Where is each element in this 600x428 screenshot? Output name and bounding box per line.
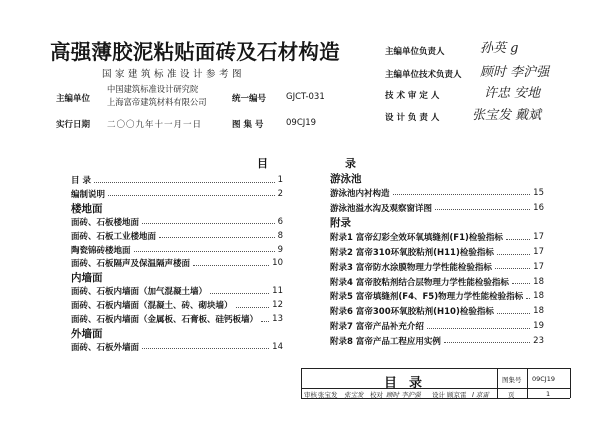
toc-item[interactable] xyxy=(71,174,283,186)
toc-item[interactable] xyxy=(71,313,283,325)
toc-leader-dots xyxy=(435,209,530,210)
toc-item-page: 6 xyxy=(277,216,283,227)
footer-review-name: 张宝发 xyxy=(318,391,338,399)
responsible-signature-2: 顾时 李沪强 xyxy=(480,65,550,80)
date-value: 二〇〇九年十一月一日 xyxy=(107,120,203,130)
toc-item-title: 面砖、石板楼地面 xyxy=(71,217,140,228)
toc-item-title: 游泳池内衬构造 xyxy=(330,188,390,199)
toc-leader-dots xyxy=(134,251,275,252)
unit-line-1: 中国建筑标准设计研究院 xyxy=(107,84,199,94)
footer-review-label: 审核 xyxy=(304,391,317,399)
toc-item[interactable] xyxy=(330,202,544,214)
toc-item-title: 附录5 富帝填缝剂(F4、F5)物理力学性能检验指标 xyxy=(330,292,524,303)
toc-item-page: 11 xyxy=(272,286,283,297)
toc-item-title: 编制说明 xyxy=(71,189,106,200)
toc-item-page: 10 xyxy=(272,258,283,269)
toc-item-title: 面砖、石板工业楼地面 xyxy=(71,231,157,242)
toc-leader-dots xyxy=(236,307,270,308)
responsible-label-1: 主编单位负责人 xyxy=(385,47,445,57)
toc-leader-dots xyxy=(142,223,275,224)
toc-item[interactable] xyxy=(330,261,544,273)
toc-item[interactable] xyxy=(71,341,283,353)
toc-leader-dots xyxy=(444,342,530,343)
toc-item[interactable] xyxy=(71,285,283,297)
footer-atlas-label: 图集号 xyxy=(502,376,522,384)
toc-leader-dots xyxy=(497,313,530,314)
toc-item-page: 18 xyxy=(533,276,544,287)
toc-item[interactable] xyxy=(330,335,544,347)
footer-title: 目录 xyxy=(384,376,435,391)
toc-item-page: 23 xyxy=(533,335,544,346)
footer-atlas-value: 09CJ19 xyxy=(532,375,555,383)
toc-item-page: 16 xyxy=(533,202,544,213)
toc-item-page: 9 xyxy=(277,244,283,255)
toc-leader-dots xyxy=(495,268,530,269)
toc-item-title: 陶瓷锦砖楼地面 xyxy=(71,245,131,256)
code-value: GJCT-031 xyxy=(286,92,325,102)
toc-leader-dots xyxy=(94,182,275,183)
footer-design-label: 设计 xyxy=(432,391,445,399)
toc-item[interactable] xyxy=(330,276,544,288)
toc-item[interactable] xyxy=(330,290,544,302)
toc-item[interactable] xyxy=(71,257,283,269)
toc-leader-dots xyxy=(512,283,530,284)
toc-leader-dots xyxy=(261,321,269,322)
unit-line-2: 上海富帝建筑材料有限公司 xyxy=(107,97,207,107)
toc-item-page: 12 xyxy=(272,300,283,311)
toc-section-heading: 内墙面 xyxy=(71,272,103,285)
toc-item-title: 附录2 富帝310环氧胶粘剂(H11)检验指标 xyxy=(330,248,494,258)
toc-item[interactable] xyxy=(71,216,283,228)
toc-item-title: 面砖、石板隔声及保温隔声楼面 xyxy=(71,259,191,270)
atlas-label: 图 集 号 xyxy=(232,120,264,130)
responsible-signature-3: 许忠 安地 xyxy=(484,86,541,101)
footer-divider-1 xyxy=(497,368,498,398)
toc-leader-dots xyxy=(393,194,531,195)
toc-item-title: 附录8 富帝产品工程应用实例 xyxy=(330,336,441,347)
code-label: 统一编号 xyxy=(232,94,267,104)
toc-item-page: 1 xyxy=(277,175,283,185)
toc-item-title: 附录6 富帝300环氧胶粘剂(H10)检验指标 xyxy=(330,307,494,318)
toc-item-title: 面砖、石板内墙面（加气混凝土墙） xyxy=(71,287,208,298)
footer-top-border xyxy=(301,368,570,369)
toc-item-page: 14 xyxy=(272,341,283,352)
toc-item-title: 附录4 富帝胶粘剂结合层物理力学性能检验指标 xyxy=(330,277,509,288)
toc-item[interactable] xyxy=(71,244,283,256)
toc-section-heading: 楼地面 xyxy=(71,202,103,215)
footer-left-border xyxy=(301,368,302,398)
toc-item-page: 17 xyxy=(533,232,544,243)
responsible-signature-4: 张宝发 戴斌 xyxy=(472,108,542,123)
toc-leader-dots xyxy=(193,265,269,266)
page-subtitle: 国家建筑标准设计参考图 xyxy=(102,69,246,80)
footer-mid-border xyxy=(301,388,570,389)
unit-label: 主编单位 xyxy=(56,94,91,104)
responsible-signature-1: 孙英 g xyxy=(480,41,519,56)
toc-item-title: 面砖、石板外墙面 xyxy=(71,342,140,353)
toc-leader-dots xyxy=(427,328,530,329)
toc-item-page: 18 xyxy=(533,306,544,317)
toc-item-title: 面砖、石板内墙面（混凝土、砖、砌块墙） xyxy=(71,301,233,312)
toc-item-title: 目 录 xyxy=(71,176,91,186)
responsible-label-2: 主编单位技术负责人 xyxy=(385,70,462,80)
toc-leader-dots xyxy=(142,348,269,349)
toc-item[interactable] xyxy=(71,188,283,200)
toc-item[interactable] xyxy=(330,320,544,332)
footer-right-border xyxy=(570,368,571,398)
toc-item[interactable] xyxy=(330,246,544,258)
toc-section-heading: 外墙面 xyxy=(71,327,103,340)
toc-item-page: 8 xyxy=(277,230,283,241)
responsible-label-4: 设 计 负 责 人 xyxy=(385,113,440,123)
toc-item-page: 13 xyxy=(272,314,283,324)
date-label: 实行日期 xyxy=(56,120,91,130)
footer-page-value: 1 xyxy=(546,390,551,398)
toc-item-page: 19 xyxy=(533,321,544,331)
toc-heading-right: 录 xyxy=(345,157,356,170)
footer-check-label: 校对 xyxy=(370,391,383,399)
toc-item[interactable] xyxy=(71,230,283,242)
footer-page-label: 页 xyxy=(508,391,515,399)
toc-item-page: 17 xyxy=(533,261,544,272)
toc-leader-dots xyxy=(210,293,269,294)
toc-item-page: 2 xyxy=(277,188,283,199)
toc-leader-dots xyxy=(108,195,275,196)
toc-heading-left: 目 xyxy=(257,157,268,170)
toc-item[interactable] xyxy=(330,187,544,199)
page-title: 高强薄胶泥粘贴面砖及石材构造 xyxy=(50,40,340,64)
footer-divider-2 xyxy=(527,368,528,398)
toc-leader-dots xyxy=(526,298,530,299)
toc-item-title: 附录7 富帝产品补充介绍 xyxy=(330,322,424,332)
footer-check-signature: 顾时 李沪强 xyxy=(386,391,421,399)
toc-item[interactable] xyxy=(330,305,544,317)
toc-section-heading: 附录 xyxy=(330,217,351,230)
footer-review-signature: 张宝发 xyxy=(344,391,364,399)
toc-item-page: 17 xyxy=(533,247,544,257)
toc-leader-dots xyxy=(159,237,275,238)
responsible-label-3: 技 术 审 定 人 xyxy=(385,91,440,101)
toc-item-title: 附录1 富帝幻彩全效环氧填缝剂(F1)检验指标 xyxy=(330,233,503,244)
toc-section-heading: 游泳池 xyxy=(330,173,362,185)
toc-item-title: 附录3 富帝防水涂膜物理力学性能检验指标 xyxy=(330,262,492,273)
toc-item[interactable] xyxy=(330,231,544,243)
toc-leader-dots xyxy=(506,239,530,240)
toc-item-title: 面砖、石板内墙面（金属板、石膏板、硅钙板墙） xyxy=(71,315,259,325)
toc-leader-dots xyxy=(497,254,530,255)
toc-item-page: 15 xyxy=(533,187,544,198)
toc-item-title: 游泳池溢水沟及观察窗详图 xyxy=(330,203,433,214)
footer-design-name: 顾京雷 xyxy=(447,391,467,399)
footer-design-signature: l 京雷 xyxy=(472,391,489,399)
toc-item[interactable] xyxy=(71,299,283,311)
atlas-value: 09CJ19 xyxy=(286,118,317,128)
toc-item-page: 18 xyxy=(533,291,544,302)
